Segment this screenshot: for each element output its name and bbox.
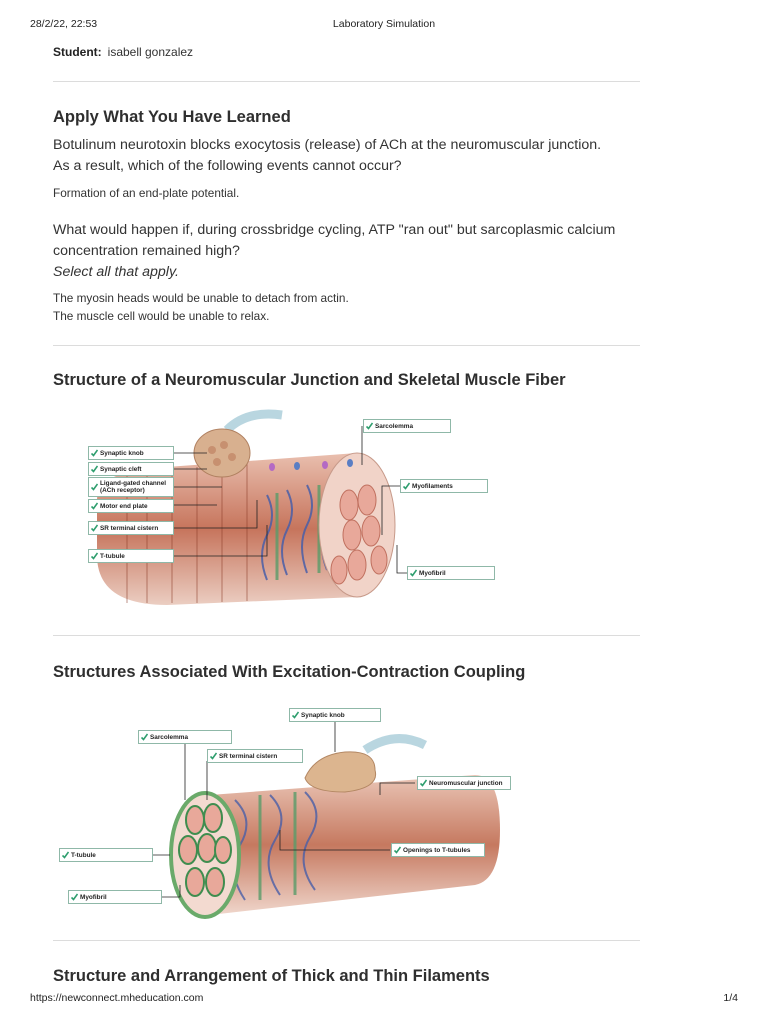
check-icon	[292, 711, 299, 719]
answer-2	[53, 289, 643, 325]
section-heading-nmj: Structure of a Neuromuscular Junction and Skeletal Muscle Fiber	[53, 371, 566, 389]
question-2-line-1: What would happen if, during crossbridge cycling, ATP "ran out" but sarcoplasmic calcium	[53, 222, 616, 238]
answer-2-line-1: The myosin heads would be unable to detach from actin.	[53, 291, 349, 305]
question-1	[53, 135, 643, 177]
answer-2-line-2: The muscle cell would be unable to relax.	[53, 309, 270, 323]
check-icon	[366, 422, 373, 430]
label-t-tubule: T-tubule	[88, 549, 174, 563]
label-sr-terminal-cistern-2: SR terminal cistern	[207, 749, 303, 763]
label-ligand-gated-channel: Ligand-gated channel (ACh receptor)	[88, 477, 174, 497]
print-title: Laboratory Simulation	[332, 18, 436, 30]
question-1-line-1: Botulinum neurotoxin blocks exocytosis (release) of ACh at the neuromuscular junction.	[53, 137, 602, 153]
section-heading-apply: Apply What You Have Learned	[53, 108, 291, 126]
page-url: https://newconnect.mheducation.com	[30, 992, 204, 1004]
label-t-tubule-2: T-tubule	[59, 848, 153, 862]
question-2-note: Select all that apply.	[53, 264, 179, 280]
label-sarcolemma-2: Sarcolemma	[138, 730, 232, 744]
label-motor-end-plate: Motor end plate	[88, 499, 174, 513]
check-icon	[91, 502, 98, 510]
check-icon	[62, 851, 69, 859]
student-name: isabell gonzalez	[107, 45, 194, 59]
check-icon	[210, 752, 217, 760]
label-neuromuscular-junction: Neuromuscular junction	[417, 776, 511, 790]
check-icon	[141, 733, 148, 741]
check-icon	[394, 846, 401, 854]
ec-coupling-figure	[55, 700, 525, 922]
check-icon	[91, 449, 98, 457]
label-myofibril: Myofibril	[407, 566, 495, 580]
question-2	[53, 220, 643, 283]
check-icon	[91, 465, 98, 473]
section-heading-filaments: Structure and Arrangement of Thick and Thin Filaments	[53, 967, 490, 985]
check-icon	[410, 569, 417, 577]
print-header	[30, 18, 738, 32]
label-myofilaments: Myofilaments	[400, 479, 488, 493]
question-2-line-2: concentration remained high?	[53, 243, 240, 259]
student-line	[53, 45, 193, 59]
print-date: 28/2/22, 22:53	[30, 18, 98, 30]
divider	[53, 635, 640, 636]
print-footer	[30, 992, 738, 1006]
label-openings-to-t-tubules: Openings to T-tubules	[391, 843, 485, 857]
page-number: 1/4	[723, 992, 738, 1004]
check-icon	[91, 524, 98, 532]
ec-coupling-illustration	[55, 700, 525, 922]
label-sr-terminal-cistern: SR terminal cistern	[88, 521, 174, 535]
label-myofibril-2: Myofibril	[68, 890, 162, 904]
answer-1: Formation of an end-plate potential.	[53, 186, 240, 200]
label-synaptic-knob: Synaptic knob	[88, 446, 174, 460]
check-icon	[403, 482, 410, 490]
divider	[53, 940, 640, 941]
check-icon	[420, 779, 427, 787]
student-label: Student:	[53, 45, 102, 59]
section-heading-ec-coupling: Structures Associated With Excitation-Contraction Coupling	[53, 663, 526, 681]
label-synaptic-cleft: Synaptic cleft	[88, 462, 174, 476]
label-synaptic-knob-2: Synaptic knob	[289, 708, 381, 722]
divider	[53, 345, 640, 346]
check-icon	[71, 893, 78, 901]
nmj-figure	[57, 405, 527, 617]
divider	[53, 81, 640, 82]
label-sarcolemma: Sarcolemma	[363, 419, 451, 433]
check-icon	[91, 483, 98, 491]
question-1-line-2: As a result, which of the following events cannot occur?	[53, 158, 402, 174]
check-icon	[91, 552, 98, 560]
